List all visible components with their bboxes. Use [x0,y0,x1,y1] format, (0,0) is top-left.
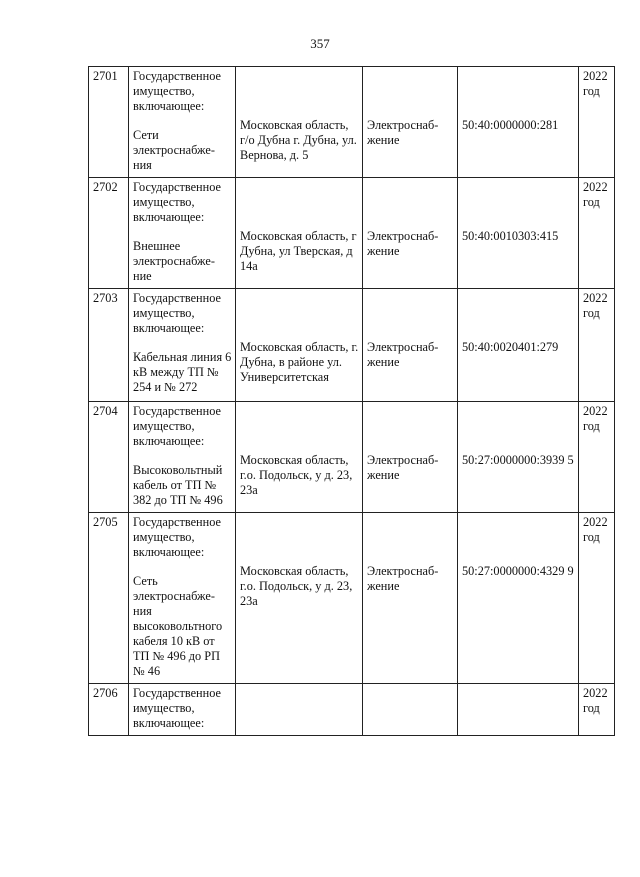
purpose-cell [363,684,458,736]
row-number: 2703 [89,289,129,402]
cadastral-cell [458,402,579,513]
cadastral-number: 50:40:0020401:279 [462,340,559,354]
row-number: 2706 [89,684,129,736]
spacer [367,515,454,564]
spacer [133,225,232,239]
object-description-cell [129,178,236,289]
object-purpose: Электроснаб-жение [367,118,439,147]
object-description-cell [129,684,236,736]
table-row [89,684,615,736]
purpose-cell [363,289,458,402]
spacer [240,404,359,453]
address-cell [236,402,363,513]
cadastral-number: 50:40:0010303:415 [462,229,559,243]
year: 2022 год [579,402,615,513]
object-purpose: Электроснаб-жение [367,229,439,258]
spacer [367,69,454,118]
year: 2022 год [579,178,615,289]
spacer [367,404,454,453]
object-purpose: Электроснаб-жение [367,340,439,369]
registry-table [88,66,615,736]
cadastral-cell [458,289,579,402]
object-group-header: Государственное имущество, включающее: [133,686,221,730]
page-number: 357 [310,36,330,51]
cadastral-cell [458,67,579,178]
spacer [240,69,359,118]
address-cell [236,684,363,736]
object-address: Московская область, г.о. Подольск, у д. 23, 23а [240,453,353,497]
object-name: Высоковольтный кабель от ТП № 382 до ТП № 496 [133,463,223,507]
object-group-header: Государственное имущество, включающее: [133,180,221,224]
table-row [89,289,615,402]
object-group-header: Государственное имущество, включающее: [133,515,221,559]
spacer [462,291,575,340]
spacer [462,515,575,564]
cadastral-cell [458,684,579,736]
address-cell [236,289,363,402]
object-purpose: Электроснаб-жение [367,564,439,593]
object-name: Внешнее электроснабже-ние [133,239,215,283]
table-row [89,513,615,684]
object-address: Московская область, г Дубна, ул Тверская, д 14а [240,229,357,273]
spacer [240,180,359,229]
cadastral-cell [458,513,579,684]
row-number: 2704 [89,402,129,513]
year: 2022 год [579,684,615,736]
row-number: 2702 [89,178,129,289]
purpose-cell [363,513,458,684]
object-address: Московская область, г.о. Подольск, у д. 23, 23а [240,564,353,608]
purpose-cell [363,402,458,513]
purpose-cell [363,178,458,289]
object-description-cell [129,513,236,684]
object-name: Сети электроснабже-ния [133,128,215,172]
spacer [133,560,232,574]
object-name: Сеть электроснабже-ния высоковольтного кабеля 10 кВ от ТП № 496 до РП № 46 [133,574,223,678]
year: 2022 год [579,289,615,402]
spacer [240,515,359,564]
table-row [89,402,615,513]
spacer [462,180,575,229]
address-cell [236,67,363,178]
cadastral-number: 50:27:0000000:4329 9 [462,564,574,578]
spacer [133,114,232,128]
object-group-header: Государственное имущество, включающее: [133,291,221,335]
year: 2022 год [579,67,615,178]
cadastral-cell [458,178,579,289]
object-description-cell [129,67,236,178]
spacer [462,69,575,118]
cadastral-number: 50:27:0000000:3939 5 [462,453,574,467]
address-cell [236,513,363,684]
object-address: Московская область, г/о Дубна г. Дубна, ул. Вернова, д. 5 [240,118,357,162]
spacer [462,404,575,453]
object-description-cell [129,289,236,402]
spacer [367,291,454,340]
address-cell [236,178,363,289]
purpose-cell [363,67,458,178]
table-row [89,67,615,178]
object-group-header: Государственное имущество, включающее: [133,404,221,448]
object-group-header: Государственное имущество, включающее: [133,69,221,113]
spacer [133,336,232,350]
object-address: Московская область, г. Дубна, в районе ул. Университетская [240,340,359,384]
spacer [240,291,359,340]
cadastral-number: 50:40:0000000:281 [462,118,559,132]
object-description-cell [129,402,236,513]
spacer [367,180,454,229]
row-number: 2705 [89,513,129,684]
object-purpose: Электроснаб-жение [367,453,439,482]
spacer [133,449,232,463]
object-name: Кабельная линия 6 кВ между ТП № 254 и № 272 [133,350,232,394]
table-row [89,178,615,289]
row-number: 2701 [89,67,129,178]
year: 2022 год [579,513,615,684]
